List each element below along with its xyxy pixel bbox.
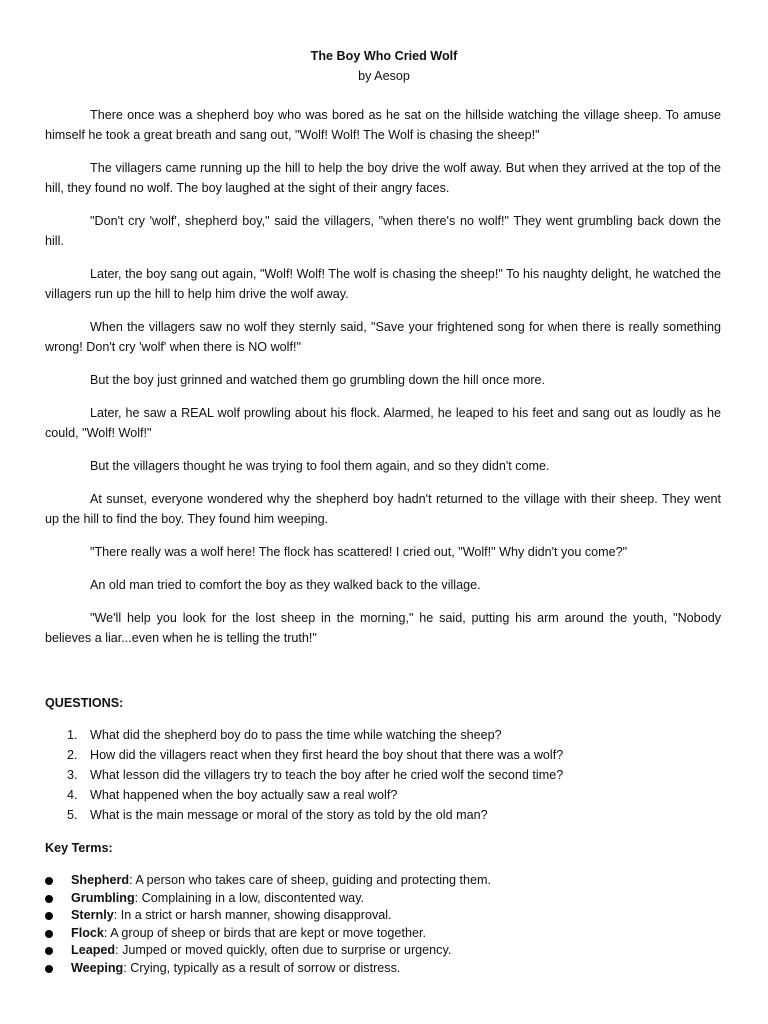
question-number: 1.	[67, 728, 78, 742]
story-paragraph: "There really was a wolf here! The flock has scattered! I cried out, "Wolf!" Why didn't you come?"	[90, 545, 628, 559]
question-number: 3.	[67, 768, 78, 782]
question-text: What happened when the boy actually saw a real wolf?	[90, 788, 398, 802]
question-text: What is the main message or moral of the story as told by the old man?	[90, 808, 488, 822]
bullet-icon	[45, 947, 53, 955]
story-paragraph: Later, the boy sang out again, "Wolf! Wolf! The wolf is chasing the sheep!" To his naughty delight, he watched the villagers run up the hill to help him drive the wolf away.	[45, 267, 721, 301]
question-item	[45, 765, 721, 785]
story-paragraph: When the villagers saw no wolf they sternly said, "Save your frightened song for when there is really something wrong! Don't cry 'wolf' when there is NO wolf!"	[45, 320, 721, 354]
question-item	[45, 745, 721, 765]
question-text: How did the villagers react when they first heard the boy shout that there was a wolf?	[90, 748, 564, 762]
story-body	[45, 105, 721, 661]
key-term-word: Shepherd	[71, 873, 130, 887]
question-item	[45, 805, 721, 825]
key-term-item	[45, 890, 721, 908]
story-paragraph: There once was a shepherd boy who was bored as he sat on the hillside watching the village sheep. To amuse himself he took a great breath and sang out, "Wolf! Wolf! The Wolf is chasing the sheep!"	[45, 108, 721, 142]
document-byline: by Aesop	[358, 69, 410, 83]
document-title: The Boy Who Cried Wolf	[310, 49, 458, 63]
question-text: What did the shepherd boy do to pass the time while watching the sheep?	[90, 728, 502, 742]
story-paragraph: But the villagers thought he was trying to fool them again, and so they didn't come.	[90, 459, 550, 473]
bullet-icon	[45, 965, 53, 973]
key-term-item	[45, 942, 721, 960]
key-term-item	[45, 925, 721, 943]
questions-heading: QUESTIONS:	[45, 696, 124, 710]
question-item	[45, 785, 721, 805]
key-term-definition: : Jumped or moved quickly, often due to surprise or urgency.	[115, 943, 452, 957]
key-term-word: Weeping	[71, 960, 124, 975]
story-paragraph: At sunset, everyone wondered why the shepherd boy hadn't returned to the village with their sheep. They went up the hill to find the boy. They found him weeping.	[45, 492, 721, 526]
key-term-definition: : A person who takes care of sheep, guiding and protecting them.	[129, 873, 492, 887]
story-paragraph: "We'll help you look for the lost sheep in the morning," he said, putting his arm around the youth, "Nobody believes a liar...even when he is telling the truth!"	[45, 611, 721, 645]
key-term-definition: : Crying, typically as a result of sorrow or distress.	[123, 960, 401, 975]
story-paragraph: But the boy just grinned and watched them go grumbling down the hill once more.	[90, 373, 546, 387]
question-item	[45, 725, 721, 745]
key-term-item	[45, 960, 721, 978]
question-number: 4.	[67, 788, 78, 802]
key-term-definition: : Complaining in a low, discontented way.	[134, 890, 365, 905]
story-paragraph: An old man tried to comfort the boy as they walked back to the village.	[90, 578, 481, 592]
key-term-word: Flock	[71, 925, 104, 940]
key-term-definition: : In a strict or harsh manner, showing disapproval.	[113, 908, 392, 922]
bullet-icon	[45, 930, 53, 938]
bullet-icon	[45, 895, 53, 903]
key-term-definition: : A group of sheep or birds that are kept or move together.	[103, 925, 426, 940]
question-number: 5.	[67, 808, 78, 822]
story-paragraph: The villagers came running up the hill to help the boy drive the wolf away. But when they arrived at the top of the hill, they found no wolf. The boy laughed at the sight of their angry faces.	[45, 161, 721, 195]
questions-list	[45, 725, 721, 825]
key-term-item	[45, 907, 721, 925]
question-number: 2.	[67, 748, 78, 762]
story-paragraph: Later, he saw a REAL wolf prowling about his flock. Alarmed, he leaped to his feet and sang out as loudly as he could, "Wolf! Wolf!"	[45, 406, 721, 440]
question-text: What lesson did the villagers try to teach the boy after he cried wolf the second time?	[90, 768, 564, 782]
key-term-word: Leaped	[71, 943, 116, 957]
key-terms-list	[45, 872, 721, 977]
key-term-word: Sternly	[71, 908, 114, 922]
bullet-icon	[45, 877, 53, 885]
key-terms-heading: Key Terms:	[45, 841, 113, 855]
bullet-icon	[45, 912, 53, 920]
story-paragraph: "Don't cry 'wolf', shepherd boy," said the villagers, "when there's no wolf!" They went grumbling back down the hill.	[45, 214, 721, 248]
key-term-item	[45, 872, 721, 890]
key-term-word: Grumbling	[71, 890, 135, 905]
